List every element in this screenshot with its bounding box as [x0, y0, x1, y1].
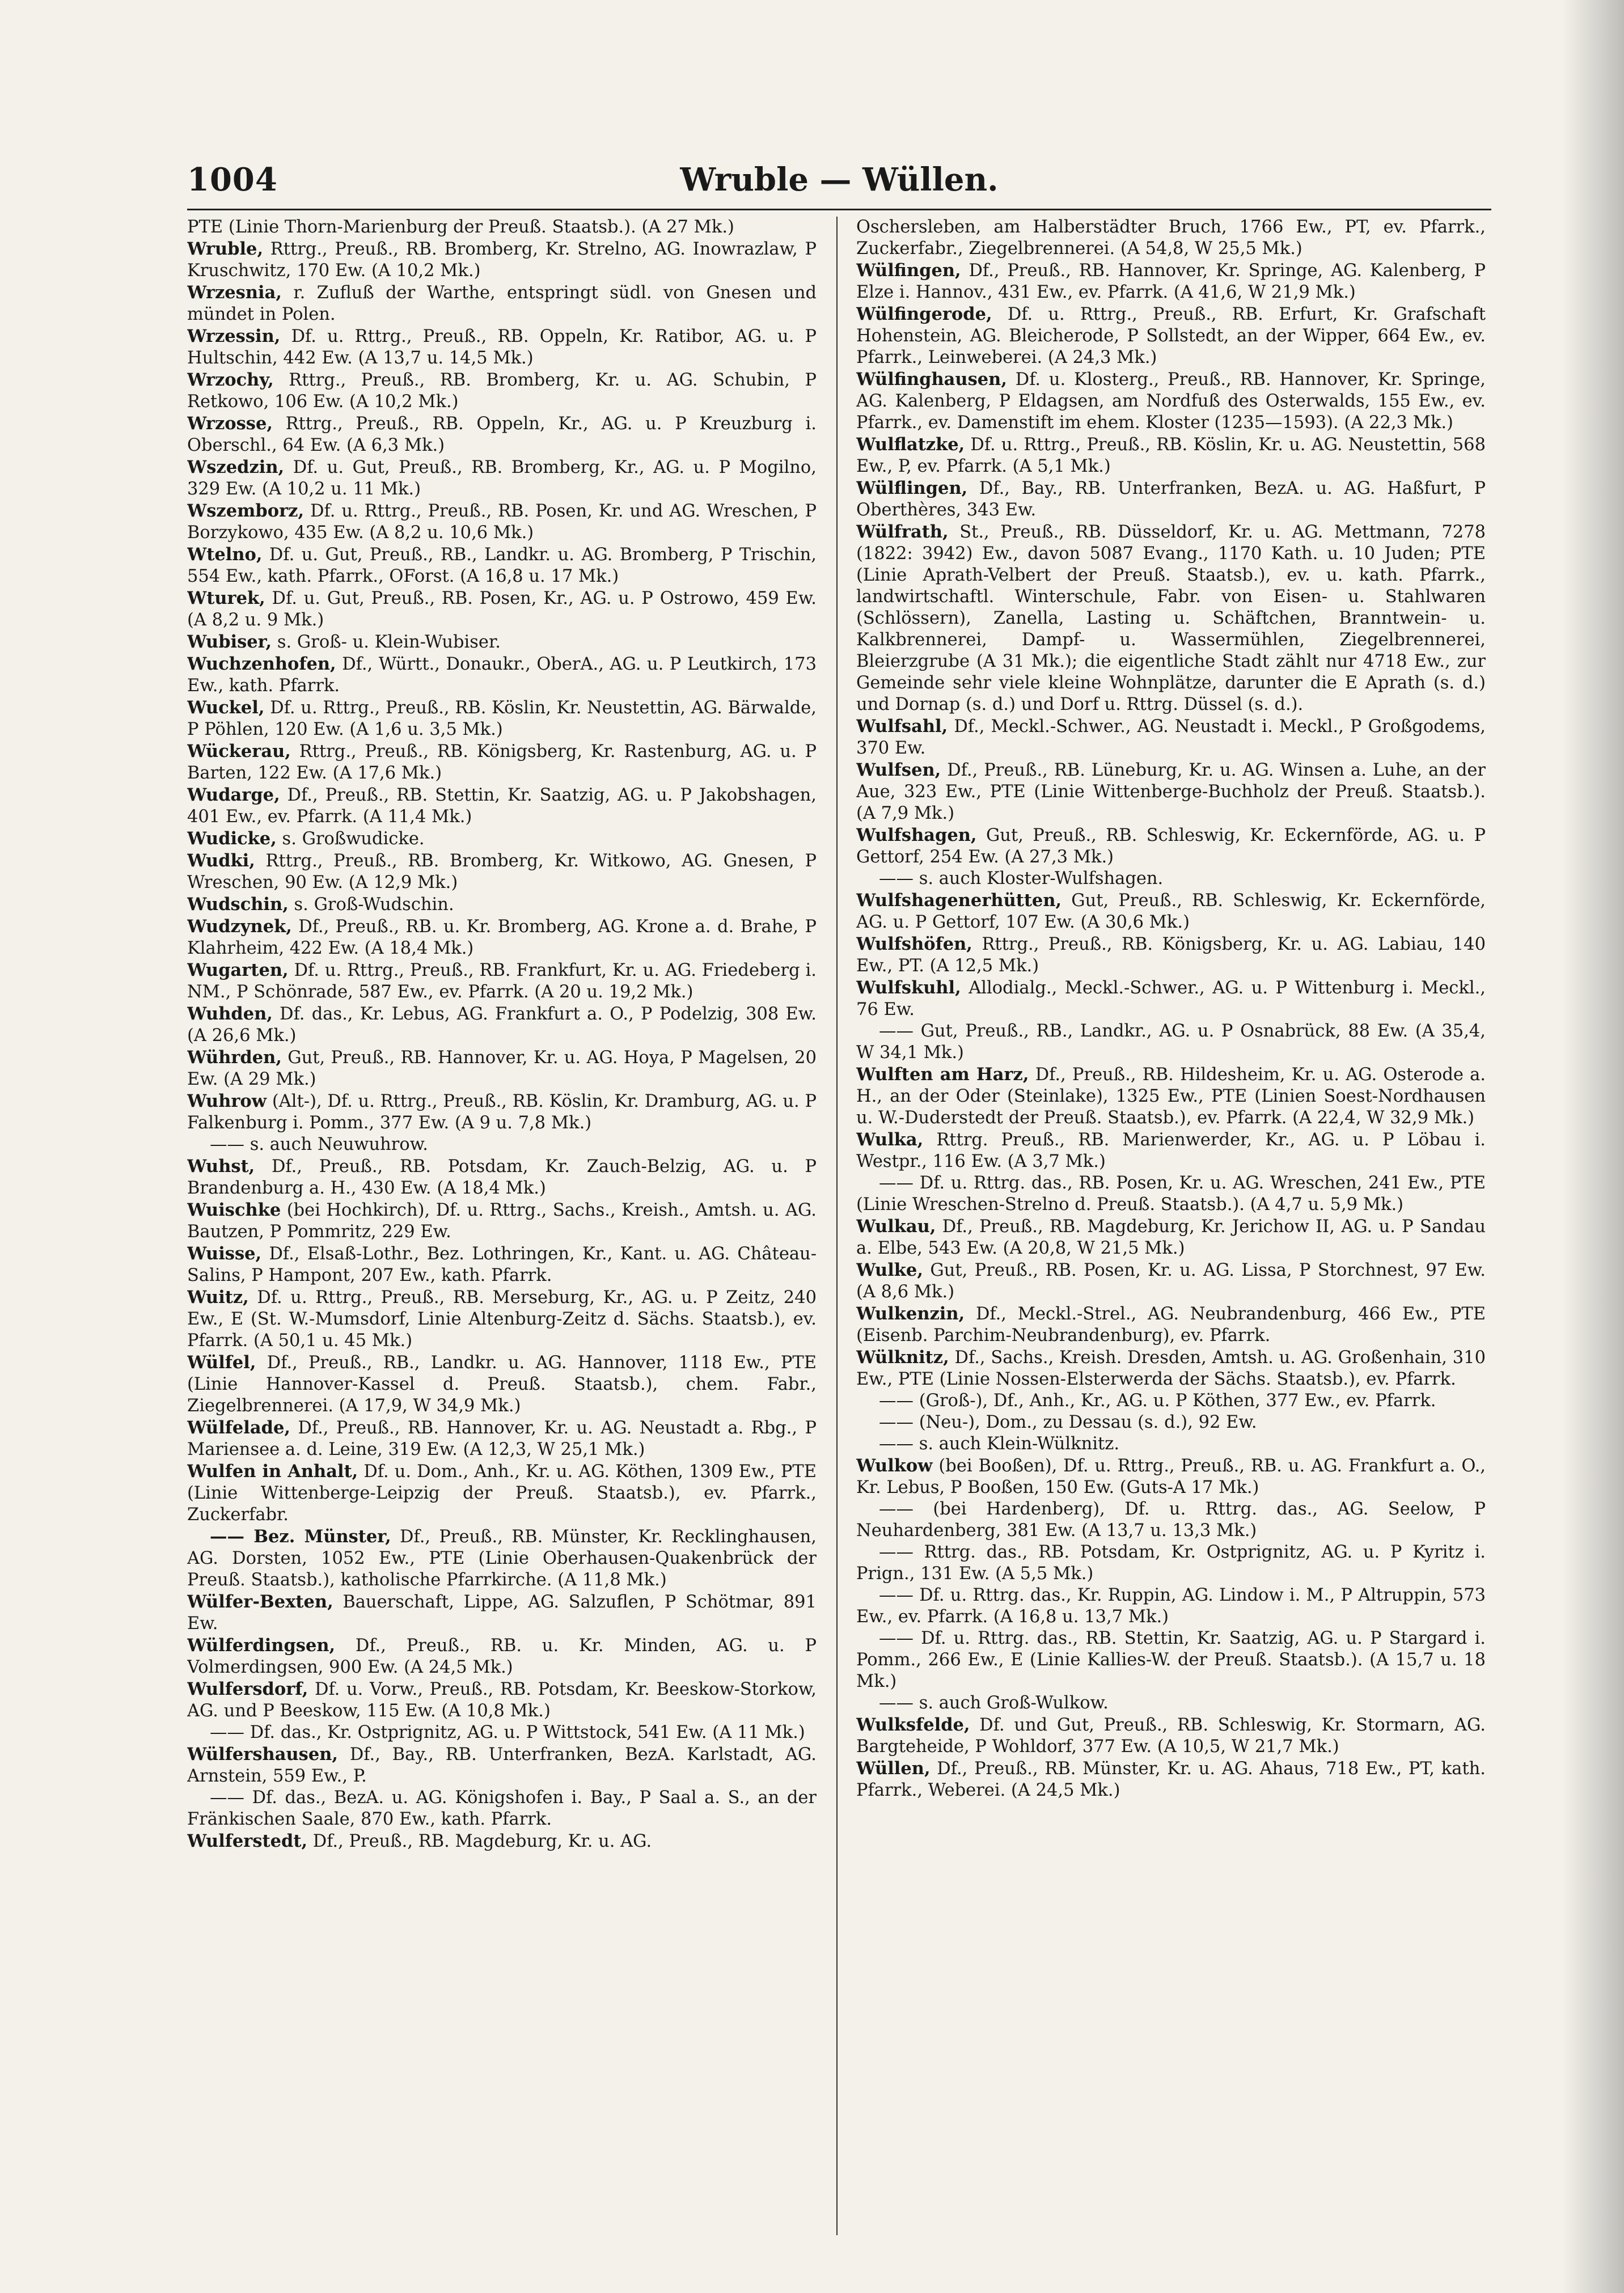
page-header — [187, 158, 1491, 210]
entry-headword: Wülfershausen, — [187, 1744, 339, 1765]
entry-headword: Wülfrath, — [856, 522, 949, 542]
page-number: 1004 — [187, 161, 278, 198]
entry-text: Df., Preuß., RB. Potsdam, Kr. Zauch-Belzig, AG. u. P Brandenburg a. H., 430 Ew. (A 18,4 Mk.) — [187, 1157, 817, 1198]
entry-text: Df. u. Rttrg., Preuß., RB. Köslin, Kr. u. AG. Neustettin, 568 Ew., P, ev. Pfarrk. (A 5,1 Mk.) — [856, 435, 1486, 476]
entry-headword: Wülfel, — [187, 1352, 256, 1373]
entry-text: Df., Preuß., RB. Münster, Kr. u. AG. Ahaus, 718 Ew., PT, kath. Pfarrk., Weberei. (A 24,5 Mk.) — [856, 1759, 1486, 1800]
dictionary-entry — [856, 1758, 1486, 1801]
entry-headword: Wuckel, — [187, 697, 265, 718]
dictionary-entry — [856, 434, 1486, 477]
dictionary-entry — [187, 217, 817, 238]
text-columns — [187, 217, 1491, 2235]
entry-text: Df. u. Gut, Preuß., RB. Posen, Kr., AG. u. P Ostrowo, 459 Ew. (A 8,2 u. 9 Mk.) — [187, 589, 817, 630]
entry-headword: Wulfshagen, — [856, 825, 977, 845]
dictionary-entry — [187, 1417, 817, 1461]
entry-text: Rttrg., Preuß., RB. Bromberg, Kr. Witkowo, AG. Gnesen, P Wreschen, 90 Ew. (A 12,9 Mk.) — [187, 851, 817, 892]
dictionary-entry — [187, 1526, 817, 1591]
entry-headword: Wückerau, — [187, 741, 291, 761]
entry-text: Df. u. Vorw., Preuß., RB. Potsdam, Kr. Beeskow-Storkow, AG. und P Beeskow, 115 Ew. (A 10,8 Mk.) — [187, 1679, 817, 1721]
entry-headword: Wrzosse, — [187, 413, 273, 434]
dictionary-entry — [187, 916, 817, 959]
dictionary-entry — [187, 828, 817, 850]
entry-text: PTE (Linie Thorn-Marienburg der Preuß. Staatsb.). (A 27 Mk.) — [187, 217, 734, 237]
dictionary-entry — [187, 1199, 817, 1243]
dictionary-entry — [187, 1461, 817, 1526]
entry-headword: Wulfersdorf, — [187, 1679, 308, 1699]
entry-text: Df., Meckl.-Schwer., AG. Neustadt i. Meckl., P Großgodems, 370 Ew. — [856, 717, 1486, 758]
entry-headword: Wruble, — [187, 239, 264, 259]
entry-headword: Wuhden, — [187, 1004, 273, 1024]
dictionary-entry — [187, 325, 817, 369]
entry-headword: Wulferstedt, — [187, 1831, 308, 1851]
dictionary-entry — [856, 1693, 1486, 1714]
dictionary-entry — [187, 1047, 817, 1090]
entry-text: Df., Preuß., RB., Landkr. u. AG. Hannover, 1118 Ew., PTE (Linie Hannover-Kassel d. Preuß. Staatsb.), chem. Fabr., Ziegelbrennerei. (A 17,9, W 34,9 Mk.) — [187, 1353, 817, 1416]
dictionary-entry — [856, 217, 1486, 260]
entry-headword: Wülfingen, — [856, 260, 961, 281]
entry-text: —— Df. u. Rttrg. das., Kr. Ruppin, AG. Lindow i. M., P Altruppin, 573 Ew., ev. Pfarrk. (A 16,8 u. 13,7 Mk.) — [856, 1585, 1486, 1627]
right-column — [856, 217, 1486, 2235]
dictionary-entry — [856, 1390, 1486, 1412]
entry-headword: Wulfskuhl, — [856, 978, 961, 998]
entry-headword: Wuchzenhofen, — [187, 654, 336, 674]
dictionary-entry — [856, 1433, 1486, 1455]
dictionary-entry — [856, 477, 1486, 521]
entry-text: —— Df. das., BezA. u. AG. Königshofen i. Bay., P Saal a. S., an der Fränkischen Saale, 870 Ew., kath. Pfarrk. — [187, 1788, 817, 1829]
entry-text: Rttrg., Preuß., RB. Bromberg, Kr. u. AG. Schubin, P Retkowo, 106 Ew. (A 10,2 Mk.) — [187, 370, 817, 412]
entry-text: Df., Württ., Donaukr., OberA., AG. u. P Leutkirch, 173 Ew., kath. Pfarrk. — [187, 654, 817, 696]
entry-text: —— Gut, Preuß., RB., Landkr., AG. u. P Osnabrück, 88 Ew. (A 35,4, W 34,1 Mk.) — [856, 1021, 1486, 1063]
dictionary-entry — [856, 260, 1486, 303]
dictionary-entry — [187, 1156, 817, 1199]
entry-headword: Wszemborz, — [187, 501, 304, 521]
entry-text: —— Df. das., Kr. Ostprignitz, AG. u. P Wittstock, 541 Ew. (A 11 Mk.) — [210, 1723, 805, 1742]
dictionary-entry — [856, 868, 1486, 890]
entry-text: Df. u. Dom., Anh., Kr. u. AG. Köthen, 1309 Ew., PTE (Linie Wittenberge-Leipzig der Preuß. Staatsb.), ev. Pfarrk., Zuckerfabr. — [187, 1462, 817, 1525]
dictionary-entry — [187, 1287, 817, 1352]
entry-headword: Wudicke, — [187, 828, 277, 849]
dictionary-entry — [856, 1347, 1486, 1390]
entry-headword: Wuhrow — [187, 1091, 267, 1111]
dictionary-entry — [856, 1714, 1486, 1758]
entry-text: Df. u. Klosterg., Preuß., RB. Hannover, Kr. Springe, AG. Kalenberg, P Eldagsen, am Nordfuß des Osterwalds, 155 Ew., ev. Pfarrk., ev. Damenstift im ehem. Kloster (1235—1593). (A 22,3 Mk.) — [856, 370, 1486, 433]
entry-text: —— (Groß-), Df., Anh., Kr., AG. u. P Köthen, 377 Ew., ev. Pfarrk. — [879, 1391, 1436, 1411]
entry-headword: Wuitz, — [187, 1287, 249, 1308]
dictionary-entry — [856, 1455, 1486, 1499]
entry-headword: Wülferdingsen, — [187, 1635, 336, 1656]
entry-text: Df. und Gut, Preuß., RB. Schleswig, Kr. Stormarn, AG. Bargteheide, P Wohldorf, 377 Ew. (A 10,5, W 21,7 Mk.) — [856, 1715, 1486, 1757]
entry-headword: Wulflatzke, — [856, 434, 965, 455]
entry-headword: Wülfelade, — [187, 1418, 291, 1438]
entry-headword: Wubiser, — [187, 632, 272, 652]
dictionary-entry — [856, 1412, 1486, 1433]
entry-text: —— s. auch Groß-Wulkow. — [879, 1693, 1109, 1713]
entry-text: Gut, Preuß., RB. Schleswig, Kr. Eckernförde, AG. u. P Gettorf, 107 Ew. (A 30,6 Mk.) — [856, 891, 1486, 932]
entry-text: Df., Preuß., RB. u. Kr. Bromberg, AG. Krone a. d. Brahe, P Klahrheim, 422 Ew. (A 18,4 Mk.) — [187, 917, 817, 958]
entry-headword: Wülfingerode, — [856, 304, 992, 324]
entry-text: Rttrg., Preuß., RB. Königsberg, Kr. Rastenburg, AG. u. P Barten, 122 Ew. (A 17,6 Mk.) — [187, 742, 817, 783]
entry-text: Oschersleben, am Halberstädter Bruch, 1766 Ew., PT, ev. Pfarrk., Zuckerfabr., Ziegelbrennerei. (A 54,8, W 25,5 Mk.) — [856, 217, 1486, 259]
dictionary-entry — [187, 784, 817, 828]
entry-text: —— (bei Hardenberg), Df. u. Rttrg. das., AG. Seelow, P Neuhardenberg, 381 Ew. (A 13,7 u. 13,3 Mk.) — [856, 1499, 1486, 1541]
entry-text: Df., Preuß., RB. Stettin, Kr. Saatzig, AG. u. P Jakobshagen, 401 Ew., ev. Pfarrk. (A 11,4 Mk.) — [187, 785, 817, 827]
entry-headword: Wülflingen, — [856, 478, 968, 498]
entry-headword: Wrzessin, — [187, 326, 281, 346]
dictionary-entry — [187, 631, 817, 653]
dictionary-entry — [856, 890, 1486, 933]
dictionary-entry — [187, 894, 817, 916]
entry-text: Df., Preuß., RB. Lüneburg, Kr. u. AG. Winsen a. Luhe, an der Aue, 323 Ew., PTE (Linie Wittenberge-Buchholz der Preuß. Staatsb.). (A 7,9 Mk.) — [856, 760, 1486, 823]
dictionary-entry — [856, 1303, 1486, 1347]
dictionary-entry — [856, 369, 1486, 434]
entry-text: St., Preuß., RB. Düsseldorf, Kr. u. AG. Mettmann, 7278 (1822: 3942) Ew., davon 5087 Evang., 1170 Kath. u. 10 Juden; PTE (Linie Aprath-Velbert der Preuß. Staatsb.), ev. u. kath. Pfarrk., landwirtschaftl. Winterschule, Fabr. von Eisen- u. Stahlwaren (Schlössern), Zanella, Lasting u. Schäftchen, Branntwein- u. Kalkbrennerei, Dampf- u. Wassermühlen, Ziegelbrennerei, Bleierzgrube (A 31 Mk.); die eigentliche Stadt zählt nur 4718 Ew., zur Gemeinde sehr viele kleine Wohnplätze, darunter die E Aprath (s. d.) und Dornap (s. d.) und Dorf u. Rttrg. Düssel (s. d.). — [856, 522, 1486, 714]
entry-headword: Wulkau, — [856, 1216, 936, 1237]
entry-text: Df., Sachs., Kreish. Dresden, Amtsh. u. AG. Großenhain, 310 Ew., PTE (Linie Nossen-Elsterwerda der Sächs. Staatsb.), ev. Pfarrk. — [856, 1348, 1486, 1389]
page-edge-shadow — [1562, 0, 1624, 2293]
entry-text: Gut, Preuß., RB. Schleswig, Kr. Eckernförde, AG. u. P Gettorf, 254 Ew. (A 27,3 Mk.) — [856, 826, 1486, 867]
entry-headword: Wulfsahl, — [856, 716, 948, 737]
entry-headword: Wudarge, — [187, 785, 280, 805]
dictionary-entry — [187, 697, 817, 741]
dictionary-entry — [187, 1591, 817, 1635]
entry-text: Df. u. Rttrg., Preuß., RB. Merseburg, Kr., AG. u. P Zeitz, 240 Ew., E (St. W.-Mumsdorf, Linie Altenburg-Zeitz d. Sächs. Staatsb.), ev. Pfarrk. (A 50,1 u. 45 Mk.) — [187, 1288, 817, 1351]
dictionary-entry — [187, 1787, 817, 1830]
entry-text: Df. u. Rttrg., Preuß., RB. Erfurt, Kr. Grafschaft Hohenstein, AG. Bleicherode, P Sollstedt, an der Wipper, 664 Ew., ev. Pfarrk., Leinweberei. (A 24,3 Mk.) — [856, 304, 1486, 367]
dictionary-entry — [856, 1542, 1486, 1585]
dictionary-entry — [856, 521, 1486, 716]
entry-headword: Wszedzin, — [187, 457, 285, 477]
entry-text: Df., Preuß., RB. Magdeburg, Kr. u. AG. — [307, 1831, 652, 1851]
column-divider — [836, 217, 838, 2235]
dictionary-entry — [856, 1021, 1486, 1064]
entry-text: Allodialg., Meckl.-Schwer., AG. u. P Wittenburg i. Meckl., 76 Ew. — [856, 978, 1486, 1019]
dictionary-entry — [856, 1064, 1486, 1129]
entry-text: Df. das., Kr. Lebus, AG. Frankfurt a. O., P Podelzig, 308 Ew. (A 26,6 Mk.) — [187, 1004, 817, 1046]
entry-text: —— Df. u. Rttrg. das., RB. Stettin, Kr. Saatzig, AG. u. P Stargard i. Pomm., 266 Ew., E (Linie Kallies-W. der Preuß. Staatsb.). (A 15,7 u. 18 Mk.) — [856, 1628, 1486, 1691]
entry-headword: Wrzesnia, — [187, 282, 282, 303]
entry-headword: Wührden, — [187, 1047, 282, 1068]
entry-text: Df. u. Rttrg., Preuß., RB. Posen, Kr. und AG. Wreschen, P Borzykowo, 435 Ew. (A 8,2 u. 10,6 Mk.) — [187, 501, 817, 543]
entry-text: Gut, Preuß., RB. Posen, Kr. u. AG. Lissa, P Storchnest, 97 Ew. (A 8,6 Mk.) — [856, 1260, 1486, 1302]
dictionary-entry — [187, 238, 817, 282]
entry-text: Df., Bay., RB. Unterfranken, BezA. u. AG. Haßfurt, P Oberthères, 343 Ew. — [856, 479, 1486, 520]
entry-headword: Wulkow — [856, 1456, 933, 1476]
entry-text: —— Rttrg. das., RB. Potsdam, Kr. Ostprignitz, AG. u. P Kyritz i. Prign., 131 Ew. (A 5,5 Mk.) — [856, 1542, 1486, 1584]
entry-text: Df. u. Gut, Preuß., RB. Bromberg, Kr., AG. u. P Mogilno, 329 Ew. (A 10,2 u. 11 Mk.) — [187, 458, 817, 499]
dictionary-entry — [856, 759, 1486, 824]
entry-text: —— Df. u. Rttrg. das., RB. Posen, Kr. u. AG. Wreschen, 241 Ew., PTE (Linie Wreschen-Strelno d. Preuß. Staatsb.). (A 4,7 u. 5,9 Mk.) — [856, 1173, 1486, 1215]
entry-headword: Wrzochy, — [187, 370, 274, 390]
dictionary-entry — [856, 1585, 1486, 1628]
entry-headword: Wuhst, — [187, 1156, 255, 1177]
entry-text: Df. u. Rttrg., Preuß., RB. Köslin, Kr. Neustettin, AG. Bärwalde, P Pöhlen, 120 Ew. (A 1,6 u. 3,5 Mk.) — [187, 698, 817, 739]
entry-headword: Wulfen in Anhalt, — [187, 1461, 358, 1482]
entry-text: Gut, Preuß., RB. Hannover, Kr. u. AG. Hoya, P Magelsen, 20 Ew. (A 29 Mk.) — [187, 1048, 817, 1089]
dictionary-entry — [187, 1722, 817, 1744]
entry-headword: Wulka, — [856, 1129, 924, 1150]
entry-headword: Wturek, — [187, 588, 265, 608]
dictionary-entry — [187, 1678, 817, 1722]
entry-text: —— (Neu-), Dom., zu Dessau (s. d.), 92 Ew. — [879, 1412, 1257, 1432]
entry-headword: Wülfer-Bexten, — [187, 1592, 333, 1612]
dictionary-entry — [187, 1003, 817, 1047]
entry-headword: Wulksfelde, — [856, 1715, 970, 1735]
dictionary-entry — [856, 1216, 1486, 1259]
entry-text: Df., Meckl.-Strel., AG. Neubrandenburg, 466 Ew., PTE (Eisenb. Parchim-Neubrandenburg), ev. Pfarrk. — [856, 1304, 1486, 1346]
entry-text: Bauerschaft, Lippe, AG. Salzuflen, P Schötmar, 891 Ew. — [187, 1592, 817, 1634]
entry-text: Df., Preuß., RB. Münster, Kr. Recklinghausen, AG. Dorsten, 1052 Ew., PTE (Linie Oberhausen-Quakenbrück der Preuß. Staatsb.), katholische Pfarrkirche. (A 11,8 Mk.) — [187, 1527, 817, 1590]
dictionary-entry — [856, 1129, 1486, 1173]
entry-headword: Wulfshöfen, — [856, 934, 972, 954]
dictionary-entry — [856, 303, 1486, 369]
dictionary-entry — [856, 1173, 1486, 1216]
dictionary-entry — [856, 1259, 1486, 1303]
entry-headword: Wüllen, — [856, 1758, 931, 1779]
dictionary-entry — [856, 824, 1486, 868]
dictionary-entry — [187, 741, 817, 784]
entry-text: Rttrg., Preuß., RB. Königsberg, Kr. u. AG. Labiau, 140 Ew., PT. (A 12,5 Mk.) — [856, 934, 1486, 976]
dictionary-entry — [187, 369, 817, 413]
dictionary-entry — [856, 716, 1486, 759]
entry-text: s. Großwudicke. — [276, 829, 425, 849]
dictionary-entry — [187, 544, 817, 587]
entry-headword: Wudschin, — [187, 894, 289, 915]
dictionary-entry — [187, 1134, 817, 1156]
entry-headword: Wudzynek, — [187, 916, 292, 937]
entry-headword: Wulfshagenerhütten, — [856, 890, 1062, 911]
dictionary-entry — [187, 1352, 817, 1417]
entry-text: r. Zufluß der Warthe, entspringt südl. von Gnesen und mündet in Polen. — [187, 283, 817, 324]
entry-text: (bei Booßen), Df. u. Rttrg., Preuß., RB. u. AG. Frankfurt a. O., Kr. Lebus, P Booßen, 150 Ew. (Guts-A 17 Mk.) — [856, 1456, 1486, 1497]
entry-text: (bei Hochkirch), Df. u. Rttrg., Sachs., Kreish., Amtsh. u. AG. Bautzen, P Pommritz, 229 Ew. — [187, 1200, 817, 1242]
entry-text: Df., Elsaß-Lothr., Bez. Lothringen, Kr., Kant. u. AG. Château-Salins, P Hampont, 207 Ew., kath. Pfarrk. — [187, 1244, 817, 1285]
entry-text: s. Groß- u. Klein-Wubiser. — [272, 632, 501, 652]
entry-text: s. Groß-Wudschin. — [288, 895, 454, 915]
entry-text: Df., Preuß., RB. Hannover, Kr. Springe, AG. Kalenberg, P Elze i. Hannov., 431 Ew., ev. Pfarrk. (A 41,6, W 21,9 Mk.) — [856, 261, 1486, 302]
entry-text: Rttrg. Preuß., RB. Marienwerder, Kr., AG. u. P Löbau i. Westpr., 116 Ew. (A 3,7 Mk.) — [856, 1130, 1486, 1171]
entry-text: Rttrg., Preuß., RB. Oppeln, Kr., AG. u. P Kreuzburg i. Oberschl., 64 Ew. (A 6,3 Mk.) — [187, 414, 817, 455]
entry-text: Df., Bay., RB. Unterfranken, BezA. Karlstadt, AG. Arnstein, 559 Ew., P. — [187, 1745, 817, 1786]
dictionary-entry — [187, 456, 817, 500]
entry-text: —— s. auch Klein-Wülknitz. — [879, 1434, 1120, 1454]
entry-text: —— s. auch Kloster-Wulfshagen. — [879, 869, 1164, 889]
entry-headword: Wulke, — [856, 1260, 923, 1280]
entry-text: Df., Preuß., RB. Hildesheim, Kr. u. AG. Osterode a. H., an der Oder (Steinlake), 1325 Ew., PTE (Linien Soest-Nordhausen u. W.-Duderstedt der Preuß. Staatsb.), ev. Pfarrk. (A 22,4, W 32,9 Mk.) — [856, 1065, 1486, 1128]
dictionary-entry — [187, 959, 817, 1003]
dictionary-entry — [187, 282, 817, 325]
dictionary-entry — [187, 653, 817, 697]
dictionary-entry — [187, 1830, 817, 1852]
left-column — [187, 217, 817, 2235]
entry-headword: Wülfinghausen, — [856, 369, 1007, 390]
entry-text: Df. u. Gut, Preuß., RB., Landkr. u. AG. Bromberg, P Trischin, 554 Ew., kath. Pfarrk., OForst. (A 16,8 u. 17 Mk.) — [187, 545, 817, 586]
entry-headword: —— Bez. Münster, — [210, 1526, 391, 1547]
entry-headword: Wudki, — [187, 851, 255, 871]
entry-text: —— s. auch Neuwuhrow. — [210, 1135, 428, 1154]
entry-text: Df. u. Rttrg., Preuß., RB. Frankfurt, Kr. u. AG. Friedeberg i. NM., P Schönrade, 587 Ew., ev. Pfarrk. (A 20 u. 19,2 Mk.) — [187, 961, 817, 1002]
dictionary-entry — [187, 1635, 817, 1678]
dictionary-entry — [187, 1243, 817, 1287]
entry-text: Df. u. Rttrg., Preuß., RB. Oppeln, Kr. Ratibor, AG. u. P Hultschin, 442 Ew. (A 13,7 u. 14,5 Mk.) — [187, 327, 817, 368]
entry-headword: Wtelno, — [187, 544, 263, 565]
dictionary-entry — [187, 850, 817, 894]
dictionary-entry — [187, 1744, 817, 1787]
dictionary-entry — [856, 977, 1486, 1021]
entry-headword: Wulkenzin, — [856, 1304, 965, 1324]
running-head: Wruble — Wüllen. — [680, 161, 999, 198]
dictionary-entry — [856, 1499, 1486, 1542]
entry-headword: Wugarten, — [187, 960, 289, 980]
dictionary-entry — [856, 1628, 1486, 1693]
entry-headword: Wulften am Harz, — [856, 1064, 1029, 1085]
entry-headword: Wuischke — [187, 1200, 281, 1220]
dictionary-entry — [187, 587, 817, 631]
entry-headword: Wülknitz, — [856, 1347, 949, 1368]
entry-text: Df., Preuß., RB. Magdeburg, Kr. Jerichow II, AG. u. P Sandau a. Elbe, 543 Ew. (A 20,8, W 21,5 Mk.) — [856, 1217, 1486, 1258]
dictionary-entry — [187, 413, 817, 456]
dictionary-entry — [187, 500, 817, 544]
entry-text: Rttrg., Preuß., RB. Bromberg, Kr. Strelno, AG. Inowrazlaw, P Kruschwitz, 170 Ew. (A 10,2 Mk.) — [187, 239, 817, 281]
dictionary-entry — [856, 933, 1486, 977]
entry-headword: Wulfsen, — [856, 760, 941, 780]
dictionary-entry — [187, 1090, 817, 1134]
entry-headword: Wuisse, — [187, 1243, 262, 1264]
entry-text: (Alt-), Df. u. Rttrg., Preuß., RB. Köslin, Kr. Dramburg, AG. u. P Falkenburg i. Pomm., 377 Ew. (A 9 u. 7,8 Mk.) — [187, 1091, 817, 1133]
entry-text: Df., Preuß., RB. u. Kr. Minden, AG. u. P Volmerdingsen, 900 Ew. (A 24,5 Mk.) — [187, 1636, 817, 1677]
entry-text: Df., Preuß., RB. Hannover, Kr. u. AG. Neustadt a. Rbg., P Mariensee a. d. Leine, 319 Ew. (A 12,3, W 25,1 Mk.) — [187, 1418, 817, 1459]
